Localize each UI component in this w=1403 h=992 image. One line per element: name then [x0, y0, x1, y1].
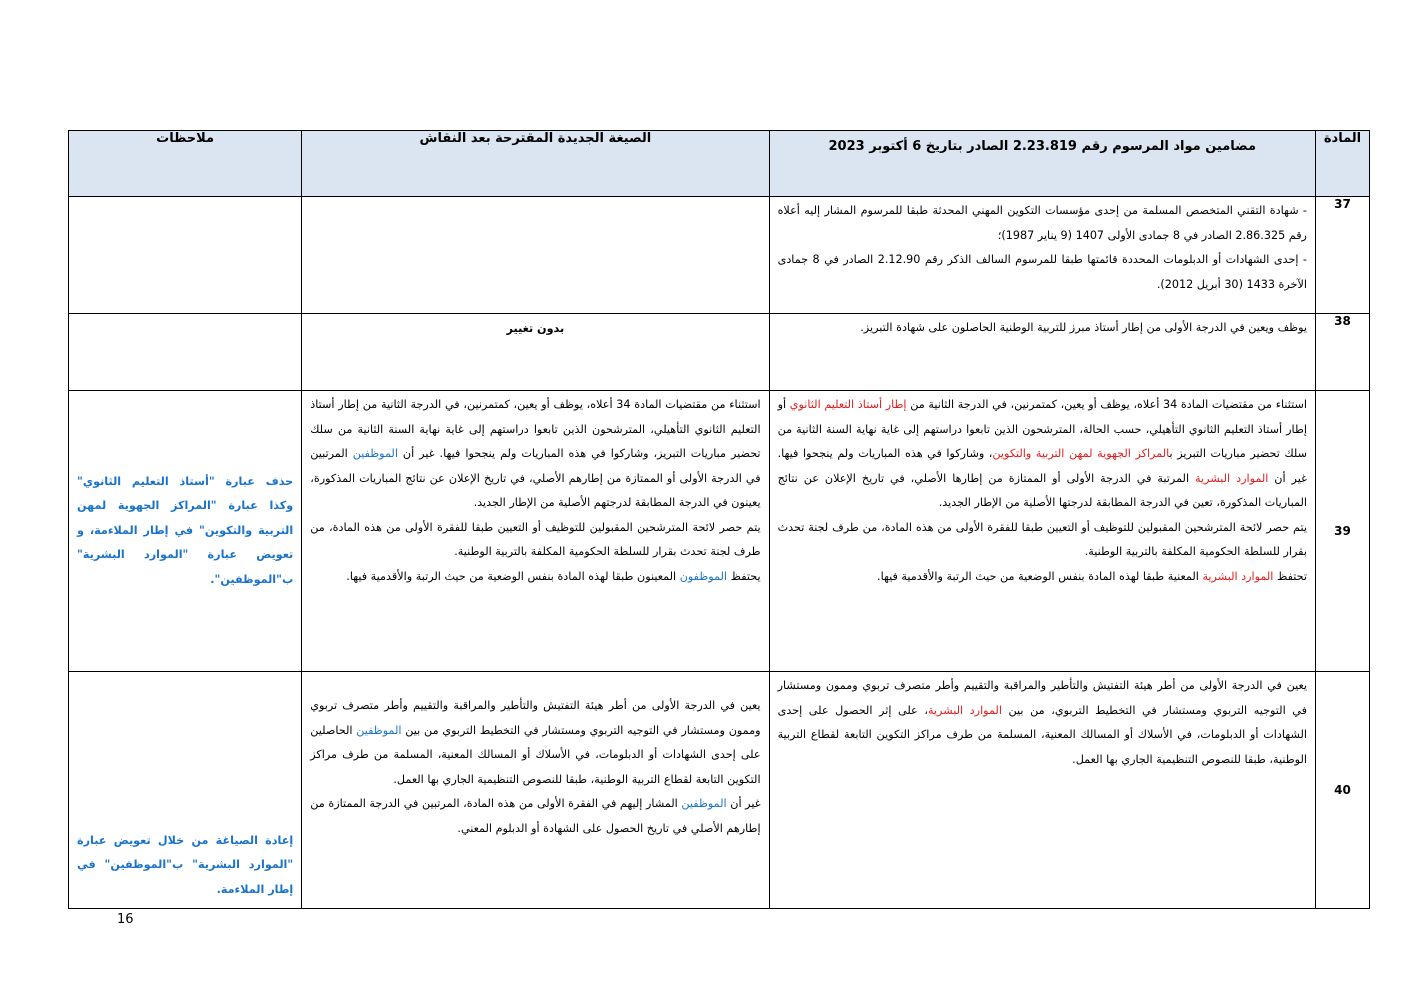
notes-cell	[69, 391, 302, 672]
paragraph: يعين في الدرجة الأولى من أطر هيئة التفتيش والتأطير والمراقبة والتقييم وأطر متصرف تربوي وممون ومستشار في التوجيه التربوي ومستشار في التخطيط التربوي من بين الموظفين الحاصلين على إحدى الشهادات أو الدبلومات، في الأسلاك أو المسالك المعنية، المسلمة من طرف مراكز التكوين التابعة لقطاع التربية الوطنية، طبقا للنصوص التنظيمية الجاري بها العمل.	[310, 699, 761, 786]
article-number: 40	[1315, 672, 1369, 909]
highlight-removed: إطار أستاذ التعليم الثانوي	[789, 398, 907, 411]
note-text: حذف عبارة "أستاذ التعليم الثانوي" وكذا عبارة "المراكز الجهوية لمهن التربية والتكوين" في إطار الملاءمة، و تعويض عبارة "الموارد البشرية" ب"الموظفين".	[77, 474, 294, 586]
paragraph: يعين في الدرجة الأولى من أطر هيئة التفتيش والتأطير والمراقبة والتقييم وأطر متصرف تربوي وممون ومستشار في التوجيه التربوي ومستشار في التخطيط التربوي، من بين الموارد البشرية، على إثر الحصول على إحدى الشهادات أو الدبلومات، في الأسلاك أو المسالك المعنية، المسلمة من طرف مراكز التكوين التابعة لقطاع التربية الوطنية، طبقا للنصوص التنظيمية الجاري بها العمل.	[777, 679, 1307, 766]
paragraph: تحتفظ الموارد البشرية المعنية طبقا لهذه المادة بنفس الوضعية من حيث الرتبة والأقدمية فيها.	[877, 569, 1307, 583]
article-number: 38	[1315, 314, 1369, 391]
page-number: 16	[117, 912, 134, 927]
paragraph: استثناء من مقتضيات المادة 34 أعلاه، يوظف أو يعين، كمتمرنين، في الدرجة الثانية من إطار أستاذ التعليم الثانوي التأهيلي، المترشحون الذين تابعوا دراستهم إلى غاية نهاية السنة الثانية من سلك تحضير مباريات التبريز، وشاركوا في هذه المباريات ولم ينجحوا فيها. غير أن الموظفين المرتبين في الدرجة الأولى أو الممتازة من إطارهم الأصلي، في تاريخ الإعلان عن نتائج المباريات المذكورة، يعينون في الدرجة المطابقة لدرجتهم الأصلية من الإطار الجديد.	[310, 398, 761, 509]
paragraph: يتم حصر لائحة المترشحين المقبولين للتوظيف أو التعيين طبقا للفقرة الأولى من هذه المادة، من طرف لجنة تحدث بقرار للسلطة الحكومية المكلفة بالتربية الوطنية.	[777, 520, 1307, 558]
header-article: المادة	[1315, 131, 1369, 197]
highlight-removed: الموارد البشرية	[1195, 471, 1269, 485]
notes-cell	[69, 314, 302, 391]
article-number: 37	[1315, 197, 1369, 314]
original-text	[769, 197, 1315, 314]
table-row	[69, 391, 1370, 672]
paragraph: يوظف ويعين في الدرجة الأولى من إطار أستاذ مبرز للتربية الوطنية الحاصلون على شهادة التبريز.	[860, 321, 1307, 334]
article-number: 39	[1315, 391, 1369, 672]
original-text	[769, 672, 1315, 909]
paragraph: - شهادة التقني المتخصص المسلمة من إحدى مؤسسات التكوين المهني المحدثة طبقا للمرسوم المشار إليه أعلاه رقم 2.86.325 الصادر في 8 جمادى الأولى 1407 (9 يناير 1987)؛	[777, 204, 1307, 242]
highlight-added: الموظفين	[352, 447, 398, 460]
paragraph: - إحدى الشهادات أو الدبلومات المحددة قائمتها طبقا للمرسوم السالف الذكر رقم 2.12.90 الصادر في 8 جمادى الآخرة 1433 (30 أبريل 2012).	[777, 253, 1307, 291]
table-row	[69, 197, 1370, 314]
articles-table	[68, 130, 1370, 909]
header-proposed: الصيغة الجديدة المقترحة بعد النقاش	[302, 131, 769, 197]
highlight-removed: المراكز الجهوية لمهن التربية والتكوين	[992, 447, 1170, 460]
notes-cell	[69, 197, 302, 314]
paragraph: غير أن الموظفين المشار إليهم في الفقرة الأولى من هذه المادة، المرتبين في الدرجة الممتازة من إطارهم الأصلي في تاريخ الحصول على الشهادة أو الدبلوم المعني.	[310, 797, 761, 835]
highlight-added: الموظفين	[356, 723, 402, 737]
header-notes: ملاحظات	[69, 131, 302, 197]
header-original: مضامين مواد المرسوم رقم 2.23.819 الصادر بتاريخ 6 أكتوبر 2023	[769, 131, 1315, 197]
note-text: إعادة الصياغة من خلال تعويض عبارة "الموارد البشرية" ب"الموظفين" في إطار الملاءمة.	[77, 833, 294, 896]
original-text	[769, 314, 1315, 391]
highlight-added: الموظفين	[681, 797, 727, 810]
paragraph: يحتفظ الموظفون المعينون طبقا لهذه المادة بنفس الوضعية من حيث الرتبة والأقدمية فيها.	[346, 569, 761, 583]
highlight-added: الموظفون	[679, 569, 728, 583]
proposed-text	[302, 314, 769, 391]
paragraph: يتم حصر لائحة المترشحين المقبولين للتوظيف أو التعيين طبقا للفقرة الأولى من هذه المادة، من طرف لجنة تحدث بقرار للسلطة الحكومية المكلفة بالتربية الوطنية.	[310, 520, 761, 558]
proposed-text	[302, 197, 769, 314]
paragraph: استثناء من مقتضيات المادة 34 أعلاه، يوظف أو يعين، كمتمرنين، في الدرجة الثانية من إطار أستاذ التعليم الثانوي أو إطار أستاذ التعليم الثانوي التأهيلي، حسب الحالة، المترشحون الذين تابعوا دراستهم إلى غاية نهاية السنة الثانية من سلك تحضير مباريات التبريز بالمراكز الجهوية لمهن التربية والتكوين، وشاركوا في هذه المباريات ولم ينجحوا فيها. غير أن الموارد البشرية المرتبة في الدرجة الأولى أو الممتازة من إطارها الأصلي، في تاريخ الإعلان عن نتائج المباريات المذكورة، تعين في الدرجة المطابقة لدرجتها الأصلية من الإطار الجديد.	[777, 398, 1307, 509]
table-row	[69, 672, 1370, 909]
highlight-removed: الموارد البشرية	[927, 703, 1002, 717]
proposed-text	[302, 391, 769, 672]
highlight-removed: الموارد البشرية	[1202, 569, 1274, 583]
original-text	[769, 391, 1315, 672]
proposed-text	[302, 672, 769, 909]
notes-cell	[69, 672, 302, 909]
no-change-label: بدون تغيير	[506, 322, 565, 335]
table-row	[69, 314, 1370, 391]
